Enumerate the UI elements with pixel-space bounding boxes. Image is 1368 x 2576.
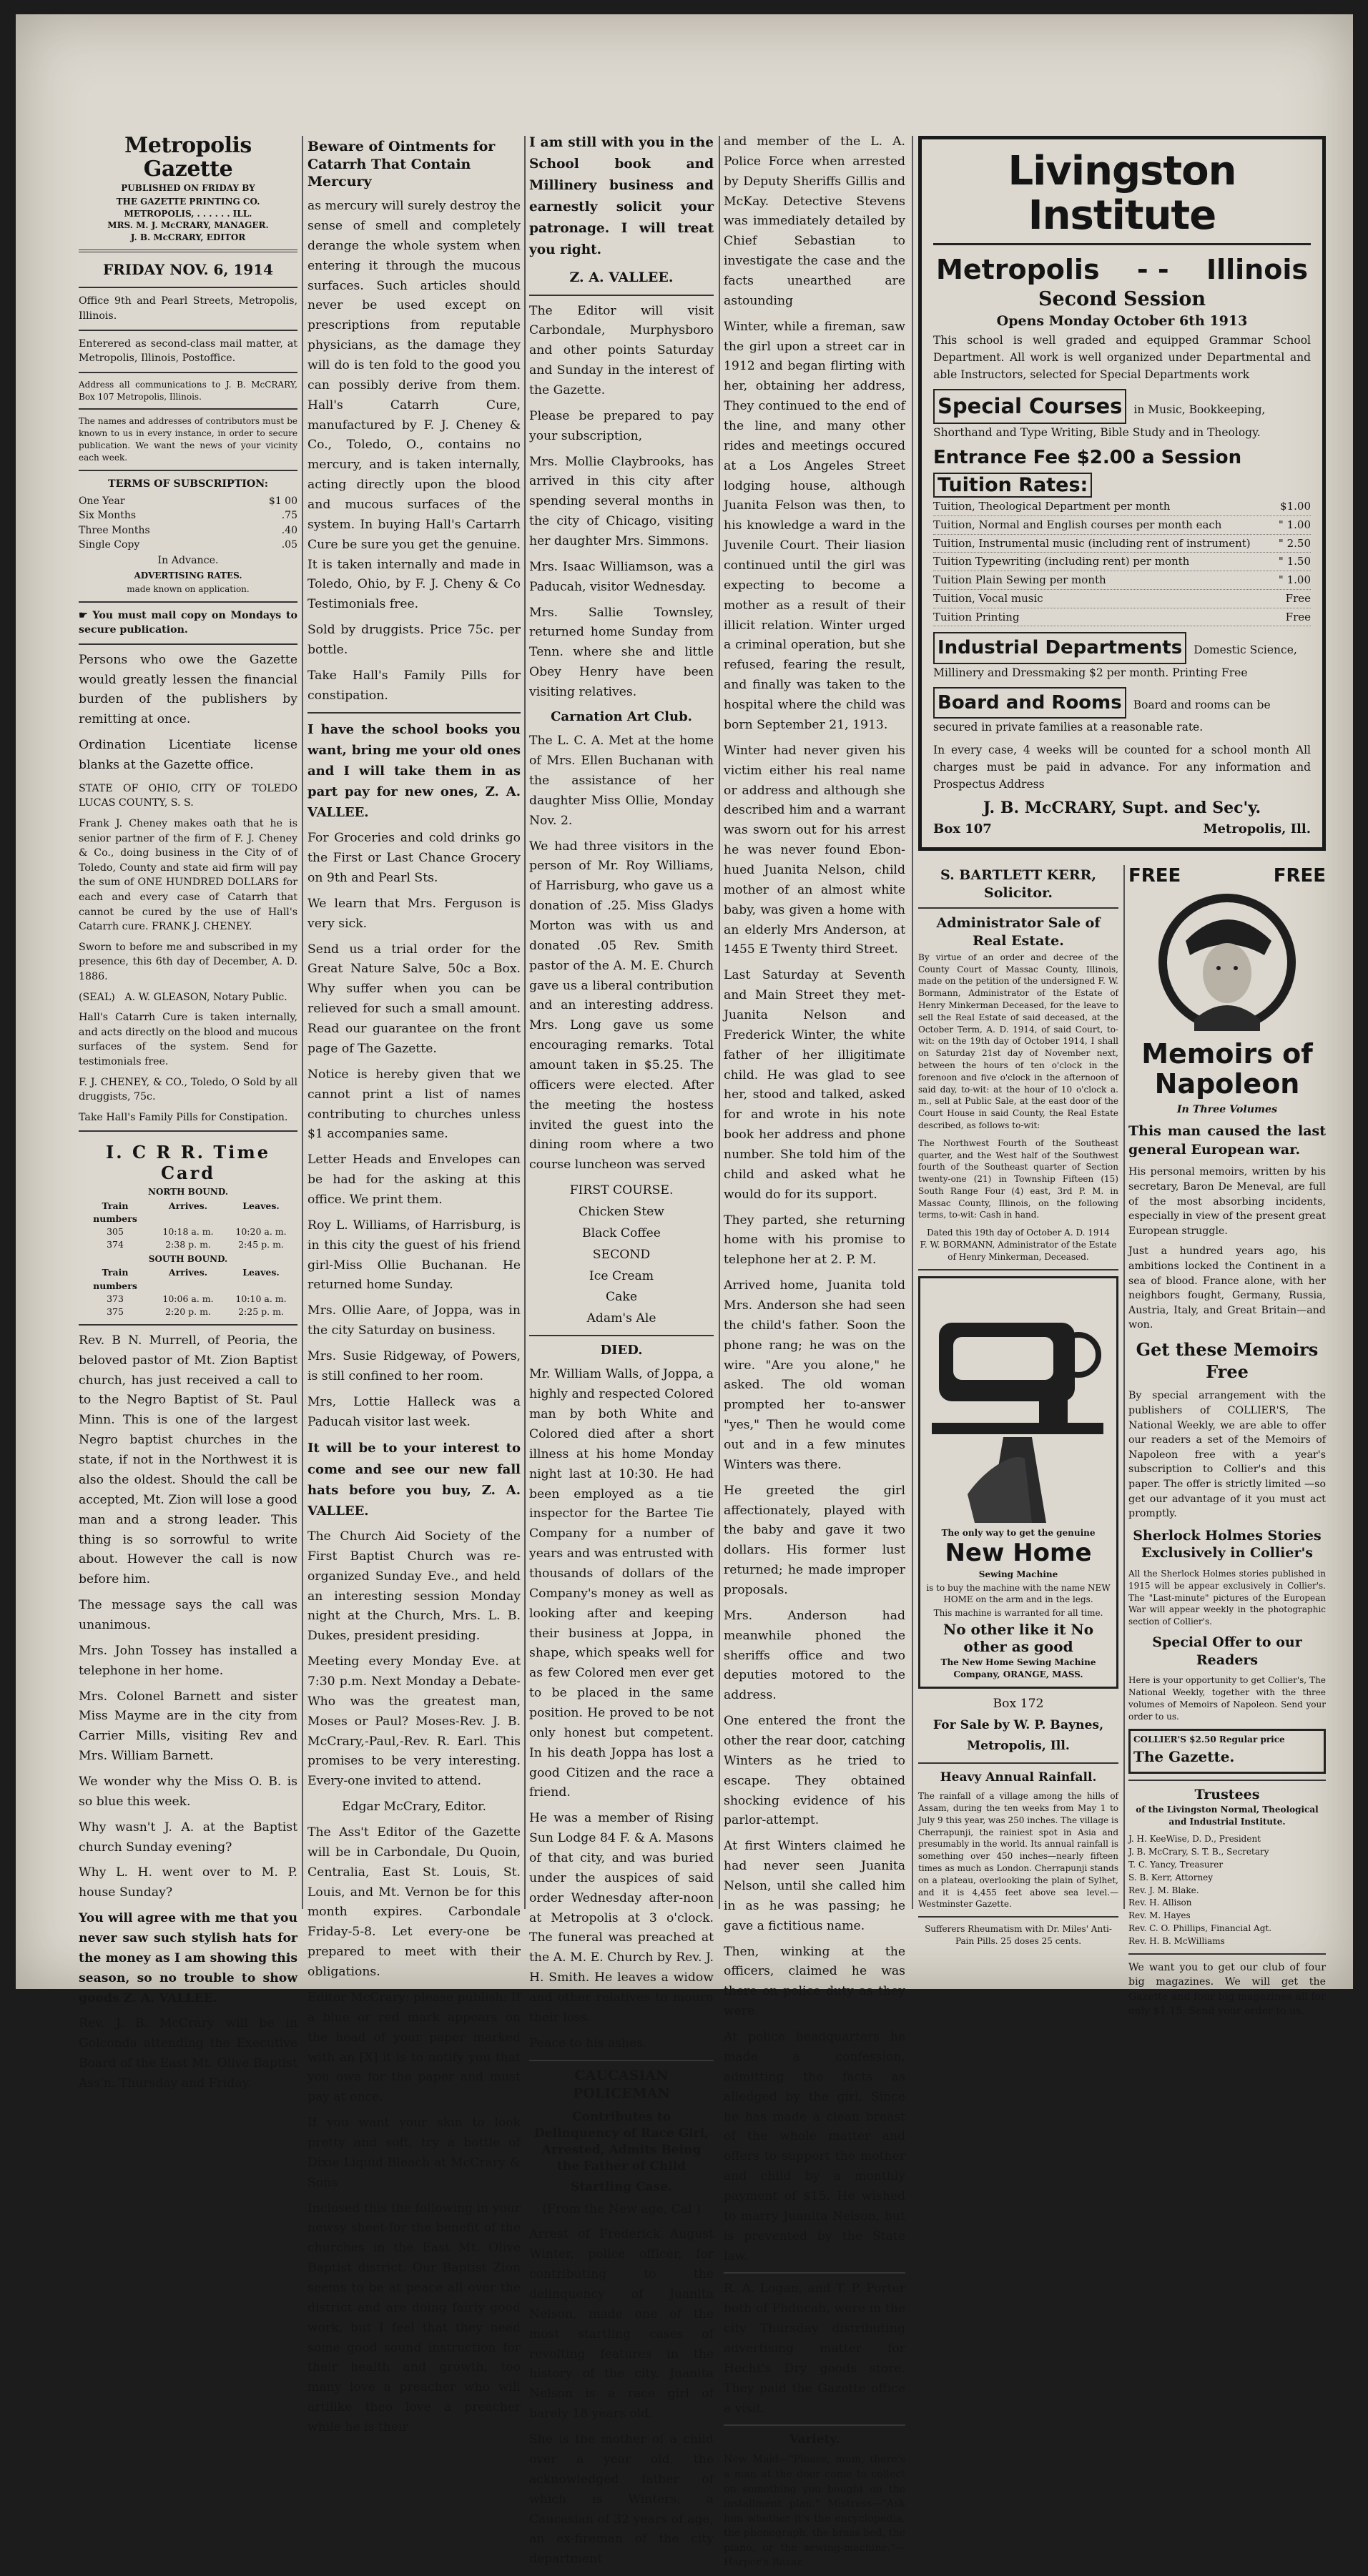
menu-first: FIRST COURSE. — [569, 1183, 674, 1198]
pointing-hand-icon: ☛ — [79, 609, 93, 621]
special-offer-desc: Here is your opportunity to get Collier's, The National Weekly, together with the three volumes of Memoirs of Napoleon. Send your order to us. — [1128, 1675, 1326, 1722]
trustee-name: Rev. H. B. McWilliams — [1128, 1935, 1225, 1946]
subscription-label: Three Months — [79, 524, 150, 536]
walls-obituary: Mr. William Walls, of Joppa, a highly and respected Colored man by both White and Colored died after a short illness at his home Monday night last at 10:30. He had been employed as a tie inspector for the Bartee Tie Company for a number of years and was entrusted with thousands of dollars of the Company's money as well as looking after and keeping their business at Joppa, in shape, which speaks well for as few Colored men ever get to be placed in the same position. He proved to be not only honest but competent. In his death Joppa has lost a good Citizen and the race a friend. — [529, 1367, 714, 1800]
tuition-rate-price: " 1.00 — [1278, 573, 1311, 587]
free-right: FREE — [1273, 865, 1326, 887]
trustees-list — [1128, 1833, 1326, 1947]
board-desc: Board and rooms can be secured in private families at a reasonable rate. — [933, 698, 1271, 734]
cheney-sold: F. J. CHENEY, & CO., Toledo, O Sold by all druggists, 75c. — [79, 1076, 297, 1103]
druggists-note: Sold by druggists. Price 75c. per bottle. — [307, 623, 521, 657]
sherlock-headline: Sherlock Holmes Stories Exclusively in Collier's — [1133, 1527, 1322, 1561]
timecard-cell: Arrives. — [168, 1200, 208, 1212]
tuition-rate-row — [933, 590, 1311, 608]
free-left: FREE — [1128, 865, 1181, 887]
mother-article: She is the mother of a child over a year old, the acknowledged father of which is Winters, a Caucasian of 32 years of age, an ex-fireman of the city department — [529, 2432, 714, 2567]
advertising-rates: ADVERTISING RATES. — [134, 570, 242, 581]
timecard-cell: 373 — [107, 1293, 124, 1304]
sewing-for-sale: For Sale by W. P. Baynes, — [932, 1717, 1104, 1732]
subscription-price: .75 — [281, 510, 297, 522]
tossey-article: Mrs. John Tossey has installed a telephone in her home. — [79, 1643, 297, 1678]
died-headline: DIED. — [600, 1343, 643, 1358]
tuition-rate-label: Tuition, Vocal music — [933, 591, 1043, 605]
policeman-p7: He greeted the girl affectionately, played with the baby and gave it two dollars. His former lust returned; he made improper proposals. — [724, 1483, 905, 1598]
timecard-cell: 10:18 a. m. — [162, 1226, 214, 1238]
masthead-city: METROPOLIS, . . . . . . ILL. — [124, 208, 252, 219]
edgar-signature: Edgar McCrary, Editor. — [342, 1800, 486, 1815]
special-offer-headline: Special Offer to our Readers — [1152, 1634, 1302, 1668]
policeman-p10: At first Winters claimed he had never seen Juanita Nelson, until she called him in as he was passing; he gave a fictitious name. — [724, 1839, 905, 1933]
warranted-line: This machine is warranted for all time. — [933, 1608, 1103, 1619]
peace-line: Peace to his ashes. — [529, 2035, 647, 2051]
art-club-headline: Carnation Art Club. — [551, 709, 692, 724]
policeman-p1: and member of the L. A. Police Force when arrested by Deputy Sheriffs Gillis and McKay. Detective Stevens was immediately detailed by Chief Sebastian to investigate the case and the facts unearthed are astounding — [724, 134, 905, 308]
entered-note: Enterered as second-class mail matter, at Metropolis, Illinois, Postoffice. — [79, 337, 297, 365]
timecard-cell: Leaves. — [242, 1267, 280, 1278]
kerr-admin: F. W. BORMANN, Administrator of the Estate of Henry Minkerman, Deceased. — [920, 1240, 1117, 1262]
weeks-note: In every case, 4 weeks will be counted for a school month All charges must be paid in advance. For any information and Prospectus Address — [933, 744, 1311, 791]
policeman-p8: Mrs. Anderson had meanwhile phoned the sheriffs office and two deputies motored to the address. — [724, 1608, 905, 1703]
tuition-rates-table — [933, 498, 1311, 626]
sewing-metro: Metropolis, Ill. — [967, 1739, 1070, 1754]
column-rule — [912, 136, 913, 1909]
timecard-cell: 10:20 a. m. — [235, 1226, 287, 1238]
subscription-row — [79, 523, 297, 538]
still-with-you-ad: I am still with you in the School book and Millinery business and earnestly solicit your patronage. I will treat you right. — [529, 135, 714, 257]
special-arrangement: By special arrangement with the publishers of COLLIER'S, The National Weekly, we are able to offer our readers a set of the Memoirs of Napoleon free with a year's subscription to Collier's and this paper. The offer is strictly limited —so get our advantage of it you must act promptly. — [1128, 1390, 1326, 1520]
column-1 — [79, 125, 297, 2100]
advertising-note: made known on application. — [127, 583, 250, 594]
halls-cure: Hall's Catarrh Cure is taken internally, and acts directly on the blood and mucous surfaces of the system. Send for testimonials free. — [79, 1012, 297, 1067]
masthead-title: Metropolis Gazette — [124, 133, 252, 182]
letter-heads-ad: Letter Heads and Envelopes can be had for the asking at this office. We print them. — [307, 1153, 521, 1207]
tuition-rate-label: Tuition Plain Sewing per month — [933, 573, 1106, 587]
policeman-p11: Then, winking at the officers, claimed he was there on police duty as they were. — [724, 1944, 905, 2019]
trustees-headline: Trustees — [1194, 1786, 1260, 1802]
industrial-label: Industrial Departments — [933, 632, 1186, 663]
column-3 — [529, 132, 714, 2575]
tuition-rate-row — [933, 571, 1311, 590]
kerr-dated: Dated this 19th day of October A. D. 1914 — [927, 1228, 1110, 1238]
subscription-price: .05 — [281, 539, 297, 551]
special-courses-desc: in Music, Bookkeeping, Shorthand and Type Writing, Bible Study and in Theology. — [933, 403, 1266, 440]
trustee-name: Rev. H. Allison — [1128, 1898, 1192, 1908]
rheumatism-footer: Sufferers Rheumatism with Dr. Miles' Anti-Pain Pills. 25 doses 25 cents. — [925, 1924, 1112, 1946]
menu-second: SECOND — [592, 1247, 651, 1262]
timecard-row — [79, 1306, 297, 1318]
office-address: Office 9th and Pearl Streets, Metropolis, Illinois. — [79, 295, 297, 322]
institute-desc: This school is well graded and equipped Grammar School Department. All work is well organized under Departmental and able Instructors, selected for Special Departments work — [933, 334, 1311, 382]
get-memoirs-headline: Get these Memoirs Free — [1136, 1339, 1319, 1383]
subscription-label: Six Months — [79, 510, 137, 522]
salve-ad: Send us a trial order for the Great Nature Salve, 50c a Box. Why suffer when you can be relieved for such a small amount. Read our guarantee on the front page of The Gazette. — [307, 942, 521, 1056]
variety-headline: Variety. — [789, 2432, 840, 2447]
napoleon-portrait-icon — [1128, 891, 1326, 1034]
caucasian-subheadline: Contributes to Delinquency of Race Girl, Arrested, Admits Being the Father of Child — [534, 2109, 709, 2173]
board-rooms — [933, 687, 1311, 736]
tuition-rate-label: Tuition Printing — [933, 610, 1020, 623]
colliers-price: COLLIER'S $2.50 Regular price — [1133, 1734, 1285, 1745]
tuition-rate-price: Free — [1285, 610, 1311, 623]
institute-city — [936, 254, 1308, 285]
institute-opens: Opens Monday October 6th 1913 — [996, 313, 1248, 330]
timecard-cell: 2:38 p. m. — [165, 1239, 211, 1250]
trustee-name: Rev. C. O. Phillips, Financial Agt. — [1128, 1923, 1272, 1933]
art-club-article: The L. C. A. Met at the home of Mrs. Ellen Buchanan with the assistance of her daughter Miss Ollie, Monday Nov. 2. — [529, 734, 714, 828]
masthead-editor: J. B. McCRARY, EDITOR — [130, 232, 246, 243]
genuine-line: The only way to get the genuine — [941, 1527, 1096, 1538]
dixie-bleach-ad: If you want your skin to look pretty and soft, try a bottle of Dixie Liquid Bleach at McCrary & Sons — [307, 2116, 521, 2190]
kerr-body: By virtue of an order and decree of the County Court of Massac County, Illinois, made on the petition of the undersigned F. W. Bormann, Administrator of the Estate of Henry Minkerman Deceased, for the leave to sell the Real Estate of said deceased, at the October Term, A. D. 1914, of said Court, to-wit: on the 19th day of October 1914, I shall on Saturday 21st day of November next, between the hours of ten o'clock in the forenoon and five o'clock in the afternoon of said day, to-wit: at the hour of 10 o'clock a. m., sell at Public Sale, at the east door of the Court House in said County, the Real Estate described, as follows to-wit: — [918, 952, 1118, 1130]
groceries-ad: For Groceries and cold drinks go the First or Last Chance Grocery on 9th and Pearl Sts. — [307, 831, 521, 886]
halleck-note: Mrs, Lottie Halleck was a Paducah visitor last week. — [307, 1394, 521, 1429]
visitors-article: We had three visitors in the person of Mr. Roy Williams, of Harrisburg, who gave us a donation of .25. Miss Gladys Morton was with us and donated .05 Rev. Smith pastor of the A. M. E. Church gave us a liberal contribution and an interesting address. Mrs. Long gave us some encouraging remarks. Total amount taken in $5.25. The officers were elected. After the meeting the hostess invited the guest into the dining room where a two course luncheon was served — [529, 839, 714, 1173]
stylish-hats-ad: You will agree with me that you never saw such stylish hats for the money as I am showing this season, so no trouble to show goods Z. A. VALLEE. — [79, 1911, 297, 2005]
barnett-article: Mrs. Colonel Barnett and sister Miss Mayme are in the city from Carrier Mills, visiting Rev and Mrs. William Barnett. — [79, 1689, 297, 1764]
tuition-rate-price: " 2.50 — [1278, 536, 1311, 550]
trustee-name: Rev. M. Hayes — [1128, 1910, 1191, 1921]
entrance-fee: Entrance Fee $2.00 a Session — [933, 447, 1242, 469]
subscription-label: Single Copy — [79, 539, 140, 551]
sewing-box: Box 172 — [993, 1696, 1044, 1711]
buy-line: is to buy the machine with the name NEW HOME on the arm and in the legs. — [926, 1582, 1111, 1605]
napoleon-volumes: In Three Volumes — [1176, 1103, 1278, 1115]
gazette-offer: The Gazette. — [1133, 1748, 1235, 1766]
ja-article: Why wasn't J. A. at the Baptist church Sunday evening? — [79, 1820, 297, 1855]
napoleon-caused: This man caused the last general European war. — [1128, 1123, 1326, 1158]
pills-note-2: Take Hall's Family Pills for constipation. — [307, 668, 521, 703]
fall-hats-ad: It will be to your interest to come and see our new fall hats before you buy, Z. A. VALLEE. — [307, 1441, 521, 1519]
city-dash: - - — [1136, 254, 1169, 286]
caucasian-headline: CAUCASIAN POLICEMAN — [573, 2067, 670, 2102]
colliers-offer-box — [1128, 1729, 1326, 1774]
mail-copy-note — [79, 608, 297, 638]
arrest-article: Arrest of Frederick August Winter, police officer, for contributing to the delinquency of Juanita Nelson, made one of the most startling cases of revolting features in the history of the city. Juanita Nelson is a race girl of barely 18 years old. — [529, 2227, 714, 2422]
timecard-row — [79, 1293, 297, 1306]
trustee-name: Rev. J. M. Blake. — [1128, 1885, 1199, 1895]
kerr-headline: S. BARTLETT KERR, Solicitor. — [940, 867, 1096, 901]
timecard-cell: Arrives. — [168, 1267, 208, 1278]
south-bound: SOUTH BOUND. — [148, 1253, 228, 1264]
special-courses-label: Special Courses — [933, 389, 1126, 424]
issue-date: FRIDAY NOV. 6, 1914 — [102, 260, 274, 278]
logan-porter-note: R. A. Logan, and T. P. Porter both of Phducah, were in the city Thursday distributing advertising matter for Hecht's Dry goods store. They paid the Gazette office a visit. — [724, 2281, 905, 2416]
masthead-published: PUBLISHED ON FRIDAY BY — [121, 183, 255, 193]
tuition-rate-row — [933, 553, 1311, 571]
rainfall-body: The rainfall of a village among the hills of Assam, during the ten weeks from May 1 to July 9 this year, was 250 inches. The village is Cherrapunji, the rainiest spot in Asia and presumably in the world. Its annual rainfall is something over 450 inches—nearly fifteen times as much as London. Cherrapunji stands on a plateau, overlooking the plain of Sylhet, and it is 4,455 feet above sea level.—Westminster Gazette. — [918, 1791, 1118, 1910]
menu-item: Chicken Stew — [578, 1204, 665, 1219]
timecard-cell: 375 — [107, 1306, 124, 1317]
board-label: Board and Rooms — [933, 687, 1126, 719]
timecard-cell: Train numbers — [93, 1267, 137, 1291]
beware-article: as mercury will surely destroy the sense of smell and completely derange the whole system when entering it through the mucous surfaces. Such articles should never be used except on prescriptions from reputable physicians, as the damage they will do is ten fold to the good you can possibly derive from them. Hall's Catarrh Cure, manufactured by F. J. Cheney & Co., Toledo, O., contains no mercury, and is taken internally, acting directly upon the blood and mucous surfaces of the system. In buying Hall's Cartarrh Cure be sure you get the genuine. It is taken internally and made in Toledo, Ohio, by F. J. Cheny & Co Testimonials free. — [307, 199, 521, 612]
wonder-article: We wonder why the Miss O. B. is so blue this week. — [79, 1774, 297, 1809]
industrial-desc: Domestic Science, Millinery and Dressmaking $2 per month. Printing Free — [933, 643, 1297, 679]
policeman-p12: At police headquarters he made a confession, admitting the facts as alledged by the girl. Since he has made a clean breast of the whole matter and offers to support the mother and child by a monthly payment of $15. He wished to marry Juanita Nelson, but is prevented by the State law. — [724, 2030, 905, 2264]
tuition-rate-label: Tuition, Theological Department per month — [933, 500, 1171, 513]
subscription-label: One Year — [79, 495, 125, 508]
new-home-title: New Home — [945, 1539, 1092, 1568]
masthead-company: THE GAZETTE PRINTING CO. — [116, 196, 260, 207]
column-5a — [918, 865, 1118, 1953]
mail-copy-text: You must mail copy on Mondays to secure publication. — [79, 609, 297, 636]
school-books-ad: I have the school books you want, bring me your old ones and I will take them in as part pay for new ones, Z. A. VALLEE. — [307, 721, 521, 821]
tuition-rates-label: Tuition Rates: — [933, 473, 1092, 498]
aare-note: Mrs. Ollie Aare, of Joppa, was in the city Saturday on business. — [307, 1303, 521, 1338]
timecard-cell: 2:20 p. m. — [165, 1306, 211, 1317]
newspaper-page — [16, 14, 1353, 2569]
lh-article: Why L. H. went over to M. P. house Sunday? — [79, 1865, 297, 1900]
prepared-note: Please be prepared to pay your subscription, — [529, 408, 714, 443]
timecard-cell: Leaves. — [242, 1200, 280, 1212]
tuition-rate-label: Tuition, Instrumental music (including rent of instrument) — [933, 536, 1251, 550]
subscription-heading: TERMS OF SUBSCRIPTION: — [108, 478, 268, 490]
contributors-note: The names and addresses of contributors must be known to us in every instance, in order to secure publication. We want the news of your vicinity each week. — [79, 416, 297, 463]
policeman-p2: Winter, while a fireman, saw the girl upon a street car in 1912 and began flirting with her, obtaining her address, They continued to the end of the line, and many other rides and meetings occured at a Los Angeles Street lodging house, although Juanita Felson was then, to his knowledge a ward in the Juvenile Court. Their liasion continued until the girl was expecting to become a mother as a result of their illicit relation. Winter urged a criminal operation, but she refused, fearing the result, and finally was taken to the hospital where the child was born September 21, 1913. — [724, 319, 905, 732]
livingston-institute-ad — [918, 136, 1326, 851]
policeman-p4: Last Saturday at Seventh and Main Street they met-Juanita Nelson and Frederick Winter, the white father of her illigitimate child. He was glad to see her, stood and talked, asked for and wrote in his note book her address and phone number. She told him of the child and asked what he would do for its support. — [724, 968, 905, 1202]
menu-item: Ice Cream — [589, 1268, 654, 1283]
menu-item: Black Coffee — [582, 1225, 661, 1240]
institute-title: Livingston Institute — [933, 149, 1311, 245]
special-courses — [933, 389, 1311, 441]
license-notice: Ordination Licentiate license blanks at the Gazette office. — [79, 738, 297, 772]
kerr-desc: The Northwest Fourth of the Southeast quarter, and the West half of the Southwest fourth of the Southeast quarter of Section twenty-one (21) in Township Fifteen (15) South Range Four (4) east, 3rd P. M. in Massac County, Illinois, on the following terms, to-wit: Cash in hand. — [918, 1138, 1118, 1220]
townsley-note: Mrs. Sallie Townsley, returned home Sunday from Tenn. where she and little Obey Henry have been visiting relatives. — [529, 605, 714, 700]
tuition-rate-row — [933, 608, 1311, 627]
menu-item: Adam's Ale — [586, 1311, 656, 1326]
institute-address — [933, 821, 1311, 837]
trustees-of: of the Livingston Normal, Theological and Industrial Institute. — [1136, 1804, 1319, 1827]
north-bound-table — [79, 1200, 297, 1252]
menu-item: Cake — [606, 1290, 637, 1305]
timecard-row — [79, 1266, 297, 1292]
napoleon-title: Memoirs of Napoleon — [1141, 1038, 1313, 1100]
seal-line — [79, 990, 297, 1005]
east-mt-olive-article: Inclosed this the following in your newsy sheet-for the benefit of the churches in the East Mt. Olive Baptist district. Our Baptist Zion seems to be at peace all over the district and are doing fairly good work, but I feel that they need some good sound instruction for their health and growth, too many love a preacher who will artilike theo love a preacher while he is their — [307, 2201, 521, 2434]
city-left: Metropolis — [936, 254, 1100, 286]
south-bound-table — [79, 1266, 297, 1318]
sewing-machine-illustration-icon — [925, 1287, 1112, 1523]
meeting-article: Meeting every Monday Eve. at 7:30 p.m. Next Monday a Debate-Who was the greatest man, Moses or Paul? Moses-Rev. J. B. McCrary,-Paul,-Rev. R. Earl. This promises to be very interesting. Every-one invited to attend. — [307, 1654, 521, 1789]
timecard-cell: 10:10 a. m. — [235, 1293, 287, 1304]
subscription-price: .40 — [281, 524, 297, 536]
murrell-article: Rev. B N. Murrell, of Peoria, the beloved pastor of Mt. Zion Baptist church, has just received a call to to the Negro Baptist of St. Paul Minn. This is one of the largest Negro baptist churches in the state, if not in the Northwest it is also the oldest. Should the call be accepted, Mt. Zion will lose a good man and a strong leader. This thing is so sorrowful to write about. However the call is now before him. — [79, 1333, 297, 1587]
subscription-table — [79, 494, 297, 552]
free-banner — [1128, 865, 1326, 887]
seal-label: (SEAL) — [79, 991, 115, 1003]
subscription-advance: In Advance. — [157, 555, 219, 567]
state-of-ohio: STATE OF OHIO, CITY OF TOLEDO LUCAS COUNTY, S. S. — [79, 782, 297, 809]
beware-headline: Beware of Ointments for Catarrh That Contain Mercury — [307, 139, 496, 190]
city-right: Illinois — [1206, 254, 1308, 286]
timecard-cell: Train numbers — [93, 1200, 137, 1225]
institute-box: Box 107 — [933, 821, 992, 837]
tuition-rate-label: Tuition, Normal and English courses per month each — [933, 518, 1222, 531]
new-home-sewing-ad — [918, 1276, 1118, 1689]
napoleon-years: Just a hundred years ago, his ambitions locked the Continent in a sea of blood. France alone, with her neighbors fought, Germany, Russia, Austria, Italy, and Great Britain—and won. — [1128, 1245, 1326, 1331]
tuition-rate-row — [933, 516, 1311, 535]
williamson-note: Mrs. Isaac Williamson, was a Paducah, visitor Wednesday. — [529, 559, 714, 594]
cheney-oath: Frank J. Cheney makes oath that he is senior partner of the firm of F. J. Cheney & Co., doing business in the City of of Toledo, County and state aid firm will pay the sum of ONE HUNDRED DOLLARS for each and every case of Catarrh that cannot be cured by the use of Hall's Catarrh cure. FRANK J. CHENEY. — [79, 818, 297, 933]
new-maid-joke: New Maid—"Please, mum, there's a man at the door come to collect on something you bought on the installment plan." Mistress—"Ask him whether it's the encyclopedia, the phonograph, the brass bed, the piano, or the sewing-machine."—Harper's Bazar. — [724, 2454, 905, 2569]
sworn-text: Sworn to before me and subscribed in my presence, this 6th day of December, A. D. 1886. — [79, 941, 297, 982]
tuition-rate-price: $1.00 — [1280, 500, 1311, 513]
notice-note: Notice is hereby given that we cannot print a list of names contributing to churches unless $1 accompanies same. — [307, 1067, 521, 1142]
timecard-cell: 2:25 p. m. — [238, 1306, 284, 1317]
blue-mark-note: Editor McCrary: please publish: If a blue or red mark appears on the head of your paper marked with an [X] it is to notify you that you owe for the paper and must pay at once. — [307, 1990, 521, 2105]
machine-line: Sewing Machine — [978, 1569, 1058, 1579]
no-other-line: No other like it No other as good — [943, 1621, 1094, 1656]
rainfall-headline: Heavy Annual Rainfall. — [940, 1770, 1097, 1785]
column-2 — [307, 132, 521, 2444]
column-rule — [524, 136, 526, 1909]
editor-visit: The Editor will visit Carbondale, Murphysboro and other points Saturday and Sunday in the interest of the Gazette. — [529, 303, 714, 398]
magazine-club: We want you to get our club of four big magazines. We will get the Gazette and four big magazines all for only $1.15. Send your order to us. — [1128, 1961, 1326, 2018]
williams-note: Roy L. Williams, of Harrisburg, is in this city the guest of his friend girl-Miss Ollie Buchanan. He returned home Sunday. — [307, 1218, 521, 1293]
north-bound: NORTH BOUND. — [147, 1187, 229, 1198]
sherlock-desc: All the Sherlock Holmes stories published in 1915 will be appear exclusively in Collier's. The "Last-minute" pictures of the European War will appear weekly in the photographic section of Collier's. — [1128, 1569, 1326, 1627]
policeman-p3: Winter had never given his victim either his real name or address and although she described him and a warrant was sworn out for his arrest he was never found Ebon-hued Juanita Nelson, child mother of an almost white baby, was given a home with an elderly Mrs Anderson, at 1455 E Twenty third Street. — [724, 743, 905, 957]
subscription-row — [79, 508, 297, 523]
time-card-title: I. C R R. Time Card — [106, 1142, 270, 1184]
tuition-rate-price: " 1.00 — [1278, 518, 1311, 531]
timecard-cell: 374 — [107, 1239, 124, 1250]
timecard-row — [79, 1225, 297, 1238]
subscription-price: $1 00 — [268, 495, 297, 508]
claybrooks-note: Mrs. Mollie Claybrooks, has arrived in this city after spending several months in the city of Chicago, visiting her daughter Mrs. Simmons. — [529, 454, 714, 549]
policeman-p5: They parted, she returning home with his promise to telephone her at 2. P. M. — [724, 1213, 905, 1268]
startling-case: Startling Case. — [571, 2179, 672, 2194]
admin-sale-headline: Administrator Sale of Real Estate. — [936, 915, 1101, 949]
policeman-p6: Arrived home, Juanita told Mrs. Anderson she had seen the child's father. Soon the phone rang; he was on the wire. "Are you alone," he asked. The old woman prompted her to-answer "yes," Then he would come out and in a few minutes Winters was there. — [724, 1278, 905, 1472]
column-4 — [724, 132, 905, 2576]
trustee-name: J. H. KeeWise, D. D., President — [1128, 1834, 1261, 1845]
address-note: Address all communications to J. B. McCRARY, Box 107 Metropolis, Illinois. — [79, 379, 297, 402]
timecard-cell: 305 — [107, 1226, 124, 1238]
column-rule — [302, 136, 303, 1909]
unanimous-article: The message says the call was unanimous. — [79, 1598, 297, 1632]
tuition-rate-row — [933, 498, 1311, 516]
institute-metro: Metropolis, Ill. — [1203, 821, 1311, 837]
trustee-name: T. C. Yancy, Treasurer — [1128, 1860, 1224, 1870]
vallee-signature: Z. A. VALLEE. — [569, 269, 674, 285]
company-line: The New Home Sewing Machine Company, ORANGE, MASS. — [940, 1657, 1096, 1679]
timecard-cell: 10:06 a. m. — [162, 1293, 214, 1304]
napoleon-desc: His personal memoirs, written by his secretary, Baron De Meneval, are full of the most absorbing incidents, especially in view of the present great European struggle. — [1128, 1166, 1326, 1237]
institute-signature: J. B. McCRARY, Supt. and Sec'y. — [983, 799, 1261, 818]
tuition-rate-row — [933, 535, 1311, 553]
golconda-article: Rev. J. B. McCrary will be in Golconda attending the Executive Board of the East Mt. Olive Baptist Ass'n. Thursday and Friday. — [79, 2016, 297, 2091]
subscription-row — [79, 494, 297, 508]
ferguson-note: We learn that Mrs. Ferguson is very sick. — [307, 896, 521, 931]
masthead-manager: MRS. M. J. McCRARY, MANAGER. — [107, 220, 269, 231]
timecard-row — [79, 1200, 297, 1225]
policeman-p9: One entered the front the other the rear door, catching Winters as he tried to escape. They obtained shocking evidence of his parlor-attempt. — [724, 1714, 905, 1828]
tuition-rate-price: " 1.50 — [1278, 555, 1311, 568]
aid-society-article: The Church Aid Society of the First Baptist Church was re-organized Sunday Eve., and held an interesting session Monday night at the Church, Mrs. L. B. Dukes, president presiding. — [307, 1529, 521, 1644]
ridgeway-note: Mrs. Susie Ridgeway, of Powers, is still confined to her room. — [307, 1348, 521, 1383]
trustee-name: J. B. McCrary, S. T. B., Secretary — [1128, 1847, 1269, 1857]
timecard-cell: 2:45 p. m. — [238, 1239, 284, 1250]
timecard-row — [79, 1238, 297, 1251]
notary-name: A. W. GLEASON, Notary Public. — [124, 991, 287, 1003]
pills-note: Take Hall's Family Pills for Constipation. — [79, 1111, 288, 1123]
column-rule — [719, 136, 720, 1909]
owe-notice: Persons who owe the Gazette would greatly lessen the financial burden of the publishers by remitting at once. — [79, 652, 297, 727]
asst-editor-article: The Ass't Editor of the Gazette will be in Carbondale, Du Quoin, Centralia, East St. Louis, St. Louis, and Mt. Vernon be for this month expires. Carbondale Friday-5-8. Let every-one be prepared to meet with their obligations. — [307, 1825, 521, 1980]
tuition-rate-price: Free — [1285, 591, 1311, 605]
institute-session: Second Session — [1038, 288, 1206, 311]
column-5b — [1128, 865, 1326, 2025]
industrial-departments — [933, 632, 1311, 681]
tuition-rate-label: Tuition Typewriting (including rent) per month — [933, 555, 1190, 568]
from-new-age: (From the New age, Cal ) — [542, 2201, 701, 2216]
rising-sun-article: He was a member of Rising Sun Lodge 84 F. & A. Masons of that city, and was buried under the auspices of said order Wednesday after-noon at Metropolis at 3 o'clock. The funeral was preached at the A. M. E. Church by Rev. J. H. Smith. He leaves a widow and other relatives to mourn their loss. — [529, 1811, 714, 2025]
column-rule — [1123, 865, 1125, 1909]
trustee-name: S. B. Kerr, Attorney — [1128, 1872, 1214, 1882]
subscription-row — [79, 538, 297, 552]
